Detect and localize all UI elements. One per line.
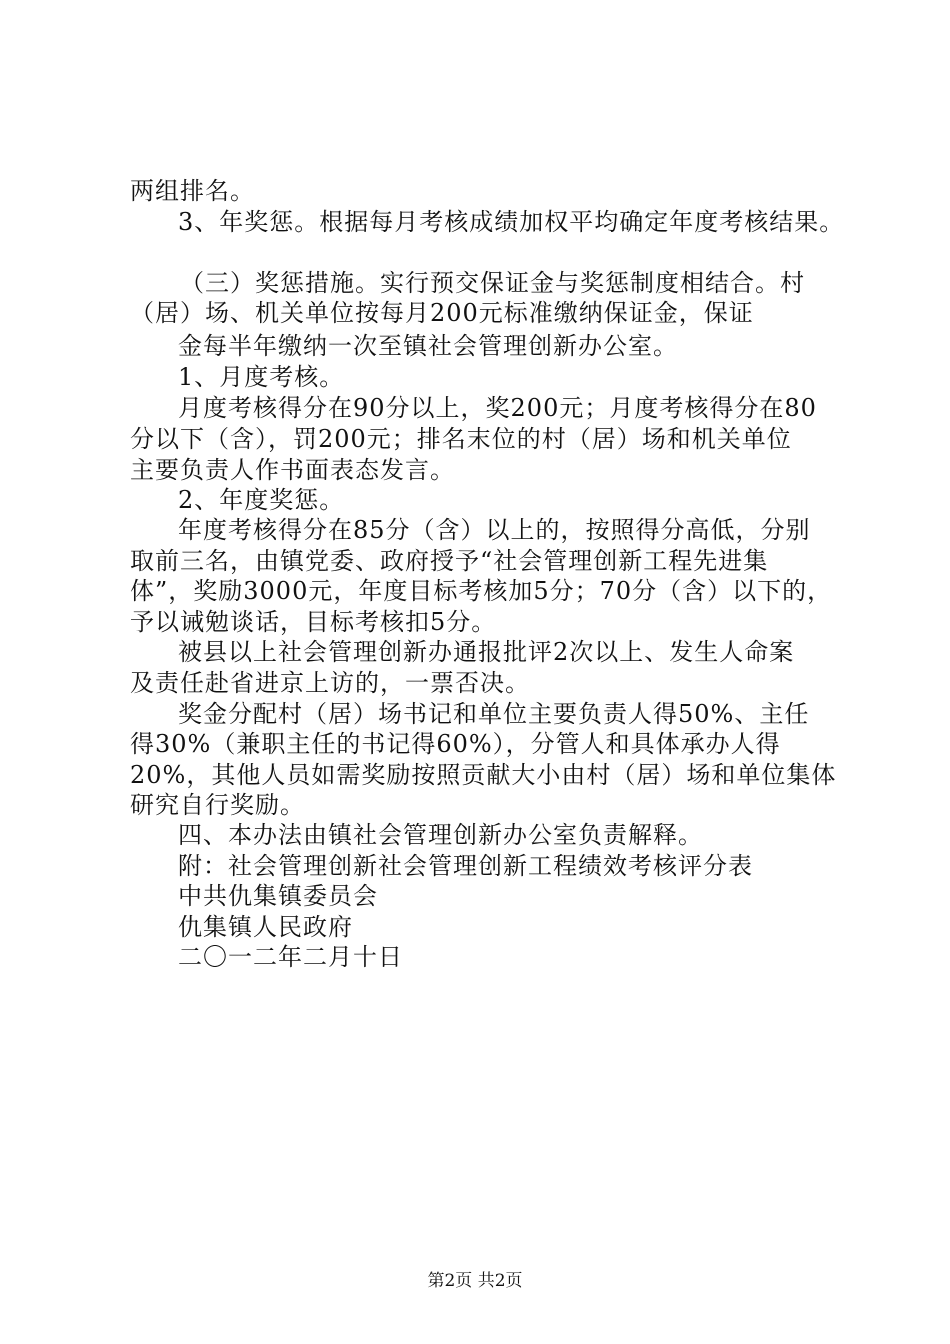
- text-line: 被县以上社会管理创新办通报批评2次以上、发生人命案: [178, 638, 795, 666]
- signature-org: 中共仇集镇委员会: [178, 882, 378, 910]
- text-line: 月度考核得分在90分以上，奖200元；月度考核得分在80: [178, 394, 817, 422]
- text-line: 20%，其他人员如需奖励按照贡献大小由村（居）场和单位集体: [130, 761, 837, 789]
- text-line: 研究自行奖励。: [130, 791, 305, 819]
- text-line: 1、月度考核。: [178, 363, 345, 391]
- text-line: （居）场、机关单位按每月200元标准缴纳保证金，保证: [130, 299, 754, 327]
- text-line: 年度考核得分在85分（含）以上的，按照得分高低，分别: [178, 516, 811, 544]
- text-line: 分以下（含），罚200元；排名末位的村（居）场和机关单位: [130, 425, 792, 453]
- text-line: 奖金分配村（居）场书记和单位主要负责人得50%、主任: [178, 700, 810, 728]
- text-line: 及责任赴省进京上访的，一票否决。: [130, 669, 530, 697]
- attachment-line: 附：社会管理创新社会管理创新工程绩效考核评分表: [178, 852, 753, 880]
- text-line: 予以诫勉谈话，目标考核扣5分。: [130, 608, 497, 636]
- text-line: 体”，奖励3000元，年度目标考核加5分；70分（含）以下的，: [130, 577, 833, 605]
- text-line: 主要负责人作书面表态发言。: [130, 456, 455, 484]
- signature-gov: 仇集镇人民政府: [178, 913, 353, 941]
- page-number: 第2页 共2页: [427, 1271, 523, 1291]
- document-date: 二〇一二年二月十日: [178, 943, 403, 971]
- text-line: 金每半年缴纳一次至镇社会管理创新办公室。: [178, 332, 678, 360]
- text-line: 2、年度奖惩。: [178, 486, 345, 514]
- text-line: 两组排名。: [130, 177, 255, 205]
- text-line: 得30%（兼职主任的书记得60%），分管人和具体承办人得: [130, 730, 781, 758]
- text-line: 3、年奖惩。根据每月考核成绩加权平均确定年度考核结果。: [178, 208, 845, 236]
- text-line: 取前三名，由镇党委、政府授予“社会管理创新工程先进集: [130, 547, 769, 575]
- text-line: 四、本办法由镇社会管理创新办公室负责解释。: [178, 821, 703, 849]
- text-line: （三）奖惩措施。实行预交保证金与奖惩制度相结合。村: [180, 269, 805, 297]
